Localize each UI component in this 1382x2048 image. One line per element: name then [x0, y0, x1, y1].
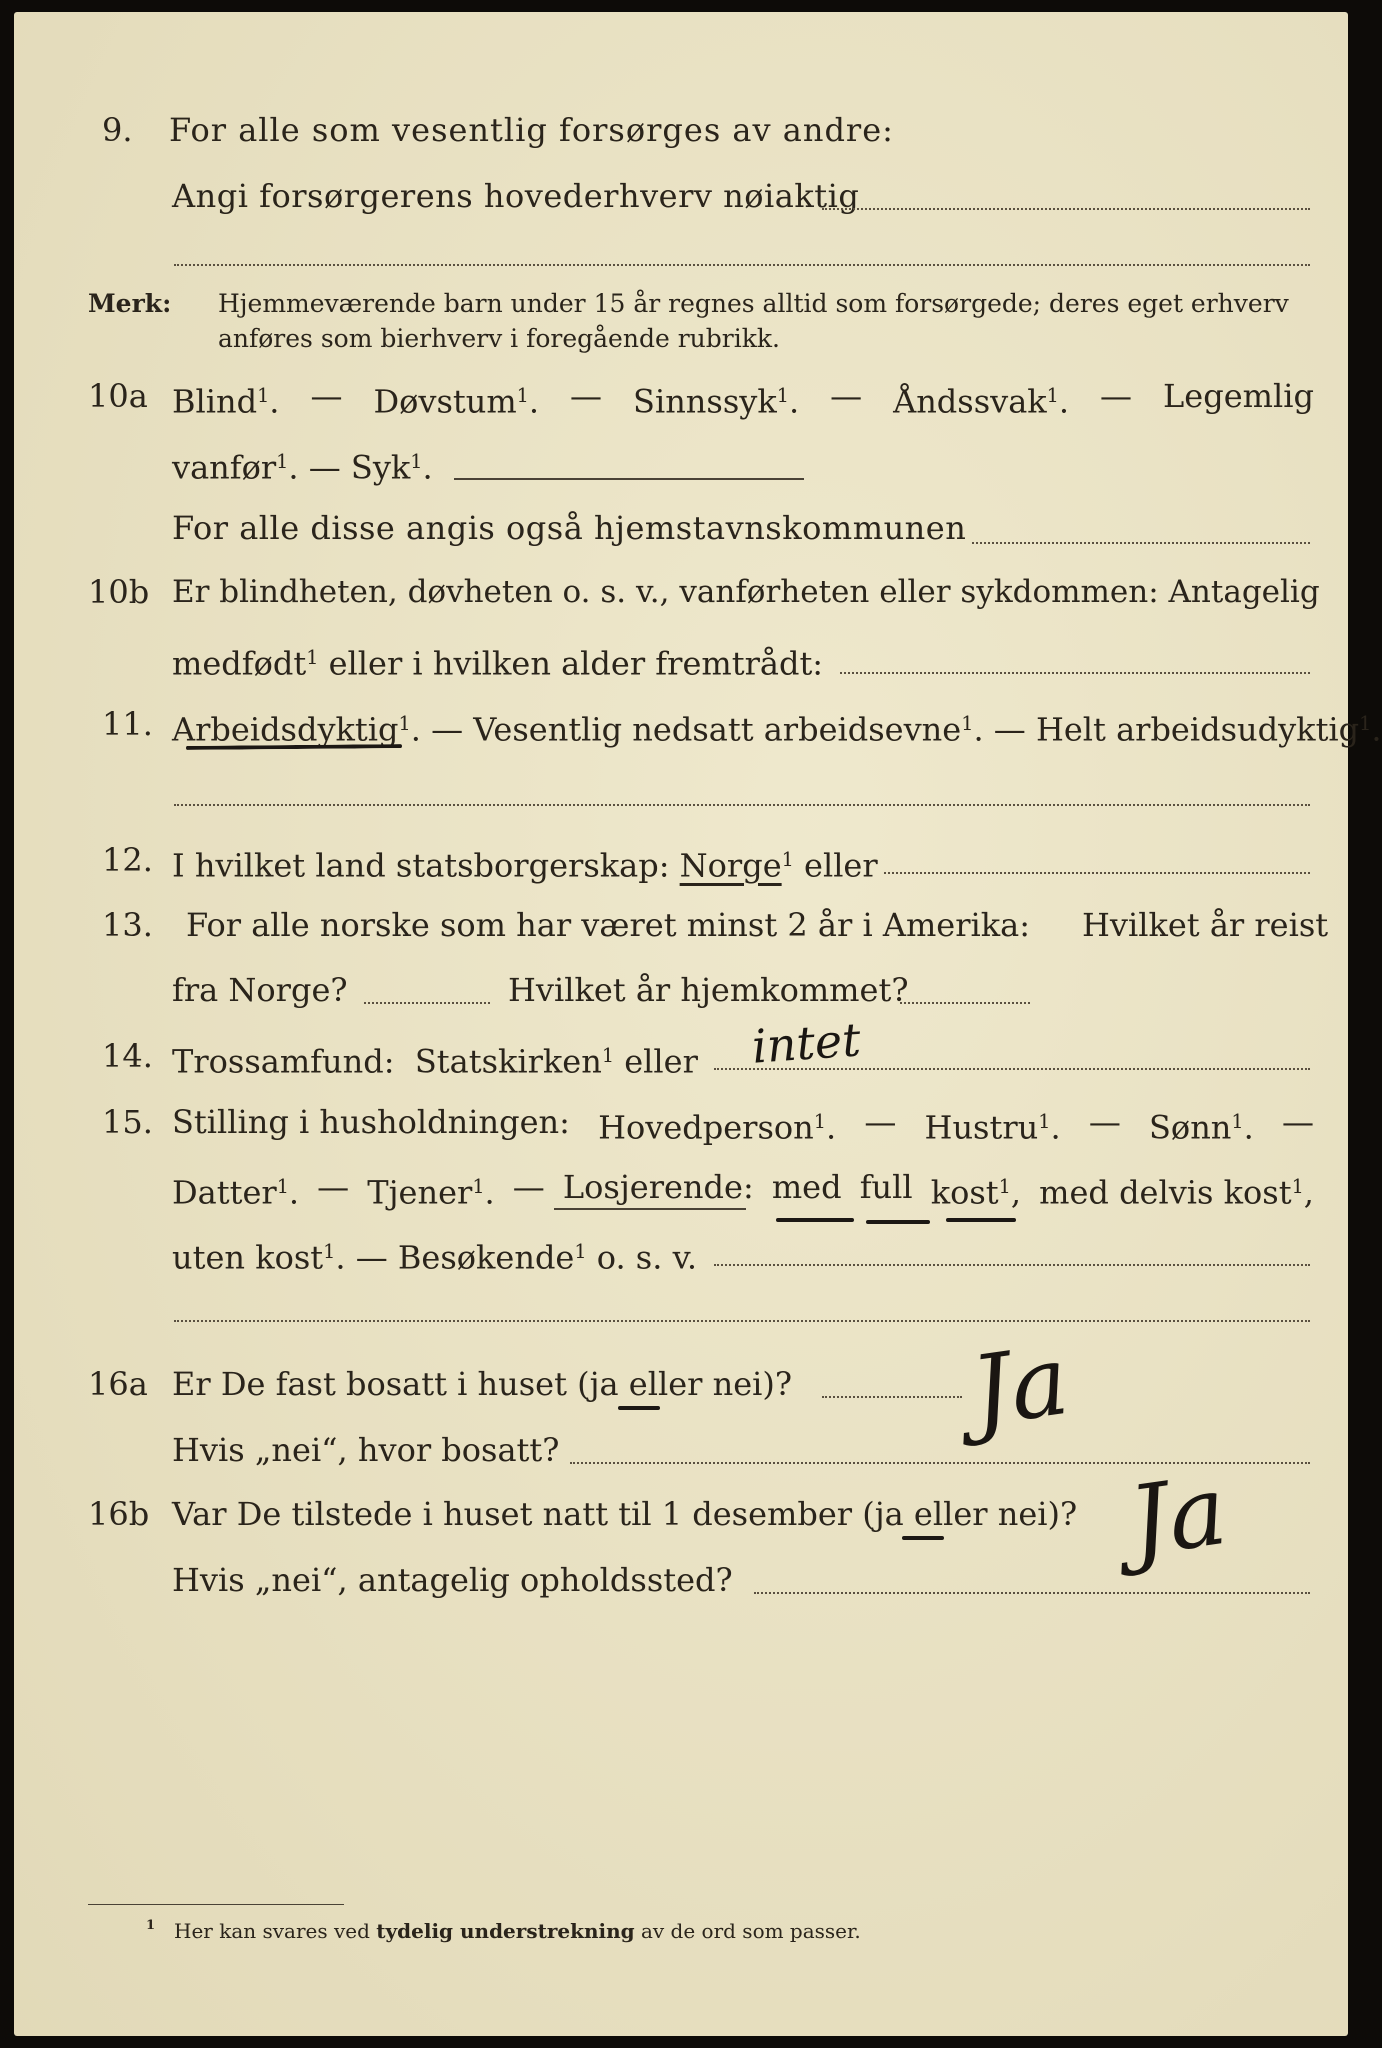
question-12-label: I hvilket land statsborgerskap: [172, 846, 670, 885]
option-norge: Norge [679, 846, 782, 885]
question-14-label: Trossamfund: [172, 1042, 395, 1081]
option-besokende: Besøkende [397, 1238, 575, 1277]
question-15-line3: uten kost$^1$. — Besøkende$^1$ o. s. v. [172, 1238, 698, 1277]
footnote-text-bold: tydelig understrekning [376, 1919, 635, 1943]
question-16b-line2: Hvis „nei“, antagelig opholdssted? [172, 1561, 733, 1599]
merk-text-line2: anføres som bierhverv i foregående rubrikk. [218, 324, 780, 353]
option-uten-kost: uten kost [172, 1238, 324, 1277]
handwritten-underline [776, 1218, 854, 1222]
option-alder: eller i hvilken alder fremtrådt: [328, 644, 824, 683]
handwritten-underline [902, 1536, 944, 1540]
answer-line [174, 1320, 1310, 1322]
handwritten-underline [866, 1220, 930, 1224]
question-10a-line3: For alle disse angis også hjemstavnskommunen [172, 509, 967, 547]
handwritten-answer-16b: Ja [1122, 1453, 1234, 1579]
option-syk: Syk [350, 448, 411, 487]
option-blind: Blind [172, 382, 258, 421]
option-nei: eller nei)? [903, 1495, 1078, 1533]
question-9-number: 9. [102, 111, 133, 149]
handwritten-answer-trossamfund: intet [750, 1012, 863, 1074]
handwritten-answer-16a: Ja [964, 1323, 1076, 1449]
question-10a-line2: vanfør$^1$. — Syk$^1$. [172, 448, 433, 487]
answer-line [822, 208, 1310, 210]
option-medfodt: medfødt [172, 644, 307, 683]
question-11-options: Arbeidsdyktig$^1$. — Vesentlig nedsatt arbeidsevne$^1$. — Helt arbeidsudyktig$^1$. [172, 710, 1382, 749]
question-16a-label: Er De fast bosatt i huset ( [172, 1365, 590, 1403]
option-dovstum: Døvstum [373, 382, 517, 421]
question-14-number: 14. [102, 1037, 153, 1075]
option-delvis-kost: med delvis kost [1039, 1173, 1292, 1212]
answer-line [840, 672, 1310, 674]
losjerende-underline [554, 1208, 746, 1210]
option-ja: ja [874, 1495, 904, 1533]
question-9-subtext: Angi forsørgerens hovederhverv nøiaktig [172, 177, 860, 215]
footnote-text [174, 1918, 861, 1944]
merk-text-line1: Hjemmeværende barn under 15 år regnes alltid som forsørgede; deres eget erhverv [218, 289, 1289, 318]
question-16a-line2: Hvis „nei“, hvor bosatt? [172, 1431, 560, 1469]
footnote-rule [88, 1904, 344, 1905]
handwritten-underline [618, 1406, 660, 1410]
question-9-text: For alle som vesentlig forsørges av andre: [169, 111, 894, 149]
question-10b-number: 10b [88, 573, 150, 611]
option-hovedperson: Hovedperson [598, 1108, 814, 1147]
handwritten-underline [946, 1218, 1016, 1222]
option-andssvak: Åndssvak [893, 382, 1047, 421]
option-legemlig: Legemlig [1163, 377, 1314, 415]
question-11-number: 11. [102, 705, 153, 743]
question-13-fra-norge: fra Norge? [172, 971, 348, 1009]
question-13-reist: Hvilket år reist [1082, 906, 1329, 944]
answer-line [174, 804, 1310, 806]
question-16b-number: 16b [88, 1495, 150, 1533]
option-statskirken: Statskirken [414, 1042, 602, 1081]
option-tjener: Tjener [367, 1173, 473, 1212]
answer-line [822, 1396, 962, 1398]
answer-line [454, 478, 804, 480]
question-10a-options: Blind$^1$. — Døvstum$^1$. — Sinnssyk$^1$. — Åndssvak$^1$. — Legemlig [172, 377, 1314, 421]
question-10b-line2: medfødt$^1$ eller i hvilken alder fremtrådt: [172, 644, 824, 683]
question-14-text: Trossamfund: Statskirken$^1$ eller [172, 1042, 698, 1081]
option-full: full [859, 1168, 913, 1206]
answer-line [900, 1002, 1030, 1004]
question-16b-text [172, 1494, 1077, 1534]
option-osv: o. s. v. [596, 1238, 698, 1277]
answer-line [174, 264, 1310, 266]
question-12-text: I hvilket land statsborgerskap: Norge$^1$ eller [172, 846, 878, 885]
question-15-label: Stilling i husholdningen: [172, 1103, 570, 1141]
footnote-text-post: av de ord som passer. [634, 1919, 861, 1943]
option-med: med [771, 1168, 842, 1206]
option-sonn: Sønn [1149, 1108, 1232, 1147]
answer-line [364, 1002, 490, 1004]
answer-line [714, 1264, 1310, 1266]
question-13-hjemkommet: Hvilket år hjemkommet? [508, 971, 909, 1009]
question-15-line1: Stilling i husholdningen: Hovedperson$^1$. — Hustru$^1$. — Sønn$^1$. — [172, 1103, 1314, 1147]
answer-line [972, 542, 1310, 544]
question-16a-number: 16a [88, 1365, 148, 1403]
option-datter: Datter [172, 1173, 277, 1212]
option-hustru: Hustru [924, 1108, 1039, 1147]
option-udyktig: Helt arbeidsudyktig [1035, 710, 1360, 749]
question-10b-text: Er blindheten, døvheten o. s. v., vanførheten eller sykdommen: Antagelig [172, 574, 1320, 610]
option-vanfor: vanfør [172, 448, 277, 487]
question-15-line2: Datter$^1$. — Tjener$^1$. — Losjerende: med full kost$^1$, med delvis kost$^1$, [172, 1168, 1314, 1212]
question-16a-text [172, 1364, 792, 1404]
census-form-page [14, 12, 1382, 2036]
option-eller: eller [804, 846, 878, 885]
question-13-number: 13. [102, 906, 153, 944]
question-10a-number: 10a [88, 377, 148, 415]
option-eller: eller [624, 1042, 698, 1081]
merk-label: Merk: [88, 289, 172, 318]
option-ja: ja [589, 1365, 619, 1403]
footnote-mark: 1 [146, 1918, 156, 1933]
question-12-number: 12. [102, 841, 153, 879]
option-losjerende: Losjerende: [562, 1168, 754, 1206]
option-kost: kost [930, 1173, 999, 1212]
footnote-text-pre: Her kan svares ved [174, 1919, 377, 1943]
answer-line [754, 1592, 1310, 1594]
option-nei: eller nei)? [618, 1365, 793, 1403]
question-13-text: For alle norske som har været minst 2 år i Amerika: [186, 906, 1031, 944]
option-nedsatt: Vesentlig nedsatt arbeidsevne [473, 710, 962, 749]
option-sinnssyk: Sinnssyk [633, 382, 777, 421]
question-16b-label: Var De tilstede i huset natt til 1 desember ( [172, 1495, 875, 1533]
option-arbeidsdyktig: Arbeidsdyktig [172, 710, 399, 749]
question-15-number: 15. [102, 1103, 153, 1141]
answer-line [884, 872, 1310, 874]
